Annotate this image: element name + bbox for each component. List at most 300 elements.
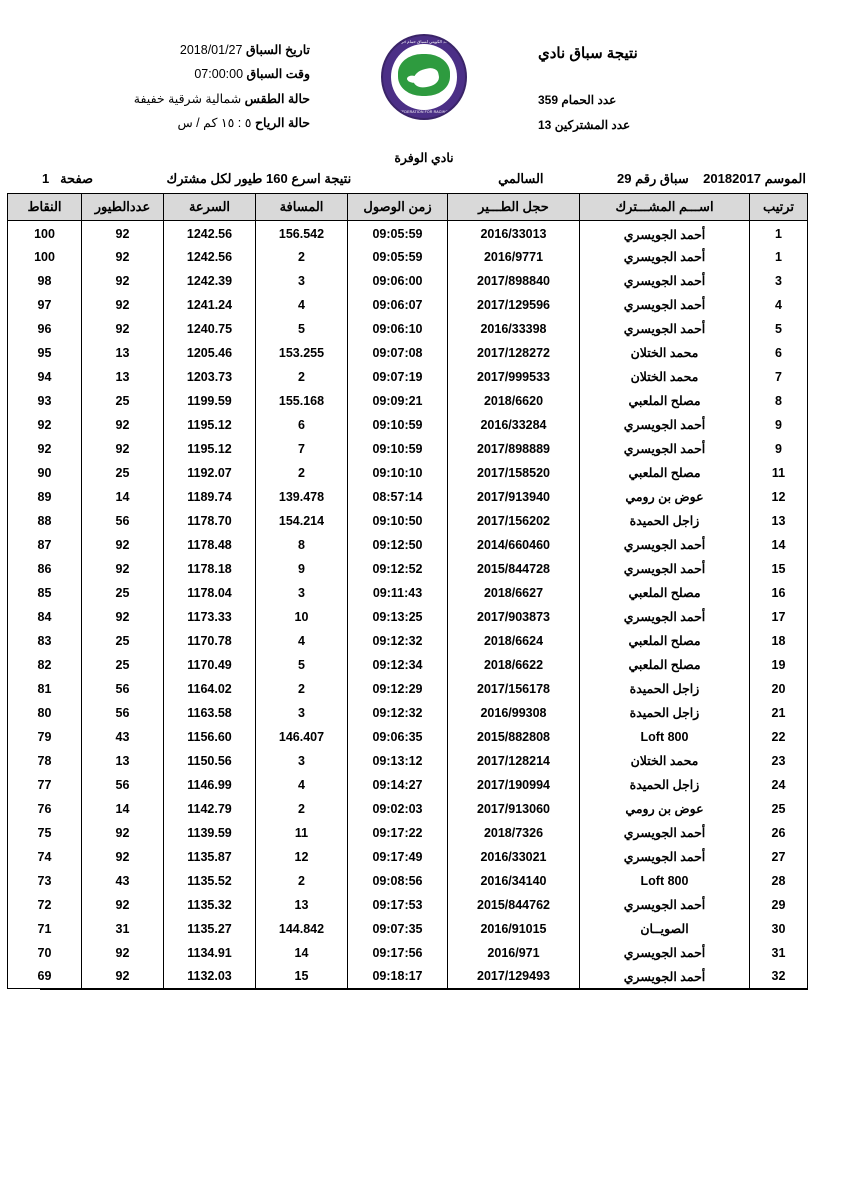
- cell-distance: 2: [256, 869, 348, 893]
- cell-points: 100: [8, 245, 82, 269]
- cell-speed: 1170.78: [164, 629, 256, 653]
- cell-arrival-time: 09:17:56: [348, 941, 448, 965]
- cell-ring: 2017/128214: [448, 749, 580, 773]
- cell-speed: 1164.02: [164, 677, 256, 701]
- table-header-row: [8, 194, 808, 221]
- cell-name: أحمد الجويسري: [580, 893, 750, 917]
- cell-points: 92: [8, 413, 82, 437]
- cell-ring: 2017/913940: [448, 485, 580, 509]
- cell-name: أحمد الجويسري: [580, 845, 750, 869]
- cell-speed: 1132.03: [164, 965, 256, 989]
- cell-birds: 13: [82, 749, 164, 773]
- race-meta-strip: [40, 171, 808, 193]
- cell-distance: 7: [256, 437, 348, 461]
- cell-distance: 144.842: [256, 917, 348, 941]
- cell-arrival-time: 09:07:08: [348, 341, 448, 365]
- cell-name: مصلح الملعبي: [580, 461, 750, 485]
- cell-ring: 2018/6627: [448, 581, 580, 605]
- cell-arrival-time: 09:02:03: [348, 797, 448, 821]
- cell-birds: 43: [82, 725, 164, 749]
- cell-name: أحمد الجويسري: [580, 533, 750, 557]
- cell-speed: 1173.33: [164, 605, 256, 629]
- cell-arrival-time: 09:12:32: [348, 629, 448, 653]
- club-name: نادي الوفرة: [394, 151, 454, 165]
- cell-birds: 14: [82, 797, 164, 821]
- cell-name: زاجل الحميدة: [580, 677, 750, 701]
- page-value: 1: [42, 171, 50, 186]
- table-row: [8, 965, 808, 989]
- result-suffix: طيور لكل مشترك: [166, 171, 263, 186]
- cell-arrival-time: 09:05:59: [348, 221, 448, 245]
- cell-birds: 92: [82, 605, 164, 629]
- cell-birds: 25: [82, 461, 164, 485]
- cell-name: Loft 800: [580, 725, 750, 749]
- cell-rank: 15: [750, 557, 808, 581]
- cell-speed: 1242.39: [164, 269, 256, 293]
- cell-arrival-time: 09:17:22: [348, 821, 448, 845]
- cell-rank: 17: [750, 605, 808, 629]
- cell-name: محمد الختلان: [580, 341, 750, 365]
- page-label: صفحة: [60, 171, 94, 186]
- cell-name: مصلح الملعبي: [580, 629, 750, 653]
- race-time-value: 07:00:00: [194, 67, 244, 82]
- table-row: [8, 941, 808, 965]
- result-basis: [93, 171, 425, 187]
- cell-points: 70: [8, 941, 82, 965]
- cell-birds: 14: [82, 485, 164, 509]
- cell-rank: 6: [750, 341, 808, 365]
- cell-rank: 5: [750, 317, 808, 341]
- table-row: [8, 509, 808, 533]
- cell-name: زاجل الحميدة: [580, 701, 750, 725]
- cell-name: الصويــان: [580, 917, 750, 941]
- race-number-value: 29: [617, 171, 632, 186]
- cell-arrival-time: 09:18:17: [348, 965, 448, 989]
- cell-ring: 2018/7326: [448, 821, 580, 845]
- table-row: [8, 245, 808, 269]
- column-header-ring: حجل الطـــير: [448, 194, 580, 221]
- cell-distance: 4: [256, 773, 348, 797]
- table-row: [8, 629, 808, 653]
- cell-rank: 8: [750, 389, 808, 413]
- cell-ring: 2017/156178: [448, 677, 580, 701]
- cell-ring: 2015/844762: [448, 893, 580, 917]
- wind-value: ٥ : ١٥ كم / س: [177, 116, 252, 131]
- cell-speed: 1189.74: [164, 485, 256, 509]
- cell-ring: 2015/844728: [448, 557, 580, 581]
- cell-ring: 2016/99308: [448, 701, 580, 725]
- cell-arrival-time: 09:13:12: [348, 749, 448, 773]
- cell-points: 72: [8, 893, 82, 917]
- cell-arrival-time: 09:08:56: [348, 869, 448, 893]
- cell-ring: 2018/6620: [448, 389, 580, 413]
- table-row: [8, 917, 808, 941]
- cell-ring: 2016/34140: [448, 869, 580, 893]
- race-location: السالمي: [498, 171, 544, 186]
- cell-ring: 2016/33013: [448, 221, 580, 245]
- cell-distance: 8: [256, 533, 348, 557]
- cell-name: أحمد الجويسري: [580, 605, 750, 629]
- cell-points: 97: [8, 293, 82, 317]
- cell-birds: 43: [82, 869, 164, 893]
- cell-points: 83: [8, 629, 82, 653]
- table-row: [8, 773, 808, 797]
- cell-speed: 1178.48: [164, 533, 256, 557]
- cell-points: 81: [8, 677, 82, 701]
- cell-name: مصلح الملعبي: [580, 653, 750, 677]
- cell-arrival-time: 09:12:32: [348, 701, 448, 725]
- cell-ring: 2016/33021: [448, 845, 580, 869]
- cell-ring: 2017/190994: [448, 773, 580, 797]
- cell-distance: 6: [256, 413, 348, 437]
- cell-rank: 23: [750, 749, 808, 773]
- table-row: [8, 461, 808, 485]
- cell-points: 93: [8, 389, 82, 413]
- table-row: [8, 845, 808, 869]
- header-logo-block: [349, 28, 499, 120]
- cell-name: Loft 800: [580, 869, 750, 893]
- cell-distance: 4: [256, 293, 348, 317]
- cell-arrival-time: 09:06:35: [348, 725, 448, 749]
- cell-rank: 27: [750, 845, 808, 869]
- cell-arrival-time: 09:06:07: [348, 293, 448, 317]
- cell-rank: 3: [750, 269, 808, 293]
- cell-rank: 14: [750, 533, 808, 557]
- cell-arrival-time: 09:05:59: [348, 245, 448, 269]
- cell-speed: 1203.73: [164, 365, 256, 389]
- cell-rank: 21: [750, 701, 808, 725]
- cell-rank: 28: [750, 869, 808, 893]
- wind-label: حالة الرياح: [254, 116, 310, 131]
- cell-name: عوض بن رومي: [580, 485, 750, 509]
- cell-rank: 22: [750, 725, 808, 749]
- result-label: نتيجة اسرع: [291, 171, 352, 186]
- cell-birds: 13: [82, 365, 164, 389]
- cell-points: 74: [8, 845, 82, 869]
- cell-birds: 13: [82, 341, 164, 365]
- cell-points: 85: [8, 581, 82, 605]
- table-row: [8, 341, 808, 365]
- table-row: [8, 869, 808, 893]
- cell-distance: 2: [256, 461, 348, 485]
- cell-distance: 5: [256, 317, 348, 341]
- cell-rank: 26: [750, 821, 808, 845]
- cell-distance: 11: [256, 821, 348, 845]
- cell-ring: 2016/971: [448, 941, 580, 965]
- column-header-name: اســـم المشـــترك: [580, 194, 750, 221]
- cell-ring: 2017/158520: [448, 461, 580, 485]
- cell-arrival-time: 09:10:50: [348, 509, 448, 533]
- cell-arrival-time: 08:57:14: [348, 485, 448, 509]
- cell-name: أحمد الجويسري: [580, 317, 750, 341]
- cell-name: أحمد الجويسري: [580, 413, 750, 437]
- cell-speed: 1170.49: [164, 653, 256, 677]
- cell-points: 69: [8, 965, 82, 989]
- table-row: [8, 893, 808, 917]
- cell-birds: 92: [82, 317, 164, 341]
- cell-rank: 4: [750, 293, 808, 317]
- cell-rank: 18: [750, 629, 808, 653]
- cell-ring: 2016/33284: [448, 413, 580, 437]
- cell-points: 90: [8, 461, 82, 485]
- table-row: [8, 293, 808, 317]
- page-title: نتيجة سباق نادي: [538, 45, 638, 62]
- cell-points: 79: [8, 725, 82, 749]
- results-table-head: [8, 194, 808, 221]
- season-and-race: [617, 171, 806, 187]
- cell-arrival-time: 09:12:34: [348, 653, 448, 677]
- cell-speed: 1178.18: [164, 557, 256, 581]
- column-header-speed: السرعة: [164, 194, 256, 221]
- cell-birds: 92: [82, 557, 164, 581]
- cell-birds: 92: [82, 893, 164, 917]
- cell-name: زاجل الحميدة: [580, 509, 750, 533]
- column-header-distance: المسافة: [256, 194, 348, 221]
- cell-points: 86: [8, 557, 82, 581]
- cell-birds: 25: [82, 581, 164, 605]
- cell-birds: 31: [82, 917, 164, 941]
- cell-distance: 4: [256, 629, 348, 653]
- cell-speed: 1156.60: [164, 725, 256, 749]
- cell-points: 95: [8, 341, 82, 365]
- cell-distance: 2: [256, 365, 348, 389]
- cell-ring: 2016/91015: [448, 917, 580, 941]
- cell-ring: 2016/9771: [448, 245, 580, 269]
- cell-distance: 3: [256, 701, 348, 725]
- cell-birds: 92: [82, 245, 164, 269]
- cell-birds: 25: [82, 389, 164, 413]
- cell-points: 73: [8, 869, 82, 893]
- cell-speed: 1178.04: [164, 581, 256, 605]
- cell-birds: 25: [82, 629, 164, 653]
- cell-ring: 2015/882808: [448, 725, 580, 749]
- cell-ring: 2017/156202: [448, 509, 580, 533]
- cell-ring: 2017/128272: [448, 341, 580, 365]
- cell-speed: 1199.59: [164, 389, 256, 413]
- cell-ring: 2017/129493: [448, 965, 580, 989]
- table-row: [8, 605, 808, 629]
- cell-arrival-time: 09:07:35: [348, 917, 448, 941]
- cell-ring: 2017/898889: [448, 437, 580, 461]
- cell-speed: 1240.75: [164, 317, 256, 341]
- cell-arrival-time: 09:07:19: [348, 365, 448, 389]
- cell-distance: 5: [256, 653, 348, 677]
- cell-distance: 3: [256, 581, 348, 605]
- cell-ring: 2016/33398: [448, 317, 580, 341]
- cell-arrival-time: 09:17:49: [348, 845, 448, 869]
- cell-rank: 24: [750, 773, 808, 797]
- table-row: [8, 389, 808, 413]
- cell-birds: 56: [82, 701, 164, 725]
- cell-points: 88: [8, 509, 82, 533]
- cell-speed: 1192.07: [164, 461, 256, 485]
- cell-rank: 16: [750, 581, 808, 605]
- federation-logo-icon: [381, 34, 467, 120]
- cell-arrival-time: 09:11:43: [348, 581, 448, 605]
- participants-count-line: [538, 113, 808, 138]
- cell-distance: 3: [256, 269, 348, 293]
- cell-arrival-time: 09:14:27: [348, 773, 448, 797]
- season-label: الموسم: [764, 171, 806, 186]
- column-header-points: النقاط: [8, 194, 82, 221]
- cell-distance: 155.168: [256, 389, 348, 413]
- cell-name: أحمد الجويسري: [580, 821, 750, 845]
- table-row: [8, 533, 808, 557]
- cell-arrival-time: 09:06:00: [348, 269, 448, 293]
- cell-distance: 14: [256, 941, 348, 965]
- logo-bottom-text: KUWAIT FEDERATION FOR RACING PIGEON: [384, 110, 464, 114]
- cell-speed: 1146.99: [164, 773, 256, 797]
- header-right-block: [40, 28, 310, 136]
- cell-name: مصلح الملعبي: [580, 389, 750, 413]
- cell-points: 78: [8, 749, 82, 773]
- cell-speed: 1241.24: [164, 293, 256, 317]
- cell-ring: 2017/999533: [448, 365, 580, 389]
- cell-distance: 156.542: [256, 221, 348, 245]
- cell-arrival-time: 09:06:10: [348, 317, 448, 341]
- cell-ring: 2017/898840: [448, 269, 580, 293]
- race-date-line: [40, 38, 310, 62]
- cell-speed: 1135.27: [164, 917, 256, 941]
- pigeons-count-label: عدد الحمام: [561, 92, 617, 107]
- cell-name: محمد الختلان: [580, 365, 750, 389]
- season-value: 20182017: [703, 171, 762, 186]
- cell-ring: 2017/129596: [448, 293, 580, 317]
- cell-distance: 146.407: [256, 725, 348, 749]
- cell-name: أحمد الجويسري: [580, 557, 750, 581]
- race-date-value: 2018/01/27: [179, 43, 243, 57]
- cell-arrival-time: 09:12:50: [348, 533, 448, 557]
- table-row: [8, 581, 808, 605]
- table-row: [8, 557, 808, 581]
- cell-distance: 2: [256, 677, 348, 701]
- cell-speed: 1195.12: [164, 413, 256, 437]
- cell-birds: 92: [82, 845, 164, 869]
- cell-speed: 1135.52: [164, 869, 256, 893]
- header-left-block: [538, 28, 808, 138]
- cell-distance: 3: [256, 749, 348, 773]
- table-row: [8, 653, 808, 677]
- participants-count-value: 13: [538, 117, 552, 132]
- cell-rank: 1: [750, 221, 808, 245]
- cell-speed: 1135.32: [164, 893, 256, 917]
- cell-birds: 92: [82, 437, 164, 461]
- document-header: [40, 28, 808, 148]
- cell-points: 76: [8, 797, 82, 821]
- participants-count-label: عدد المشتركين: [554, 117, 631, 132]
- cell-speed: 1242.56: [164, 221, 256, 245]
- race-time-label: وقت السباق: [246, 67, 310, 82]
- cell-birds: 92: [82, 533, 164, 557]
- table-row: [8, 797, 808, 821]
- cell-distance: 13: [256, 893, 348, 917]
- cell-rank: 20: [750, 677, 808, 701]
- cell-birds: 92: [82, 293, 164, 317]
- column-header-time: زمن الوصول: [348, 194, 448, 221]
- race-time-line: [40, 62, 310, 86]
- table-row: [8, 677, 808, 701]
- weather-label: حالة الطقس: [244, 91, 310, 106]
- weather-line: [40, 87, 310, 111]
- cell-rank: 32: [750, 965, 808, 989]
- race-date-label: تاريخ السباق: [245, 43, 310, 57]
- cell-distance: 154.214: [256, 509, 348, 533]
- cell-speed: 1195.12: [164, 437, 256, 461]
- cell-points: 75: [8, 821, 82, 845]
- cell-arrival-time: 09:17:53: [348, 893, 448, 917]
- table-row: [8, 485, 808, 509]
- cell-birds: 92: [82, 965, 164, 989]
- results-table: [7, 193, 808, 989]
- pigeons-count-value: 359: [538, 92, 559, 107]
- cell-distance: 10: [256, 605, 348, 629]
- cell-name: أحمد الجويسري: [580, 221, 750, 245]
- cell-birds: 92: [82, 413, 164, 437]
- cell-speed: 1205.46: [164, 341, 256, 365]
- cell-distance: 139.478: [256, 485, 348, 509]
- cell-birds: 56: [82, 773, 164, 797]
- cell-name: أحمد الجويسري: [580, 269, 750, 293]
- cell-speed: 1150.56: [164, 749, 256, 773]
- cell-rank: 29: [750, 893, 808, 917]
- cell-arrival-time: 09:12:52: [348, 557, 448, 581]
- results-table-body: [8, 221, 808, 989]
- cell-name: زاجل الحميدة: [580, 773, 750, 797]
- cell-rank: 11: [750, 461, 808, 485]
- cell-rank: 9: [750, 413, 808, 437]
- cell-birds: 92: [82, 941, 164, 965]
- pigeons-count-line: [538, 88, 808, 113]
- cell-birds: 25: [82, 653, 164, 677]
- cell-arrival-time: 09:09:21: [348, 389, 448, 413]
- cell-name: أحمد الجويسري: [580, 941, 750, 965]
- cell-name: أحمد الجويسري: [580, 437, 750, 461]
- cell-rank: 9: [750, 437, 808, 461]
- cell-distance: 2: [256, 245, 348, 269]
- cell-rank: 31: [750, 941, 808, 965]
- results-table-wrapper: [27, 193, 808, 990]
- cell-birds: 56: [82, 509, 164, 533]
- cell-points: 94: [8, 365, 82, 389]
- cell-points: 71: [8, 917, 82, 941]
- cell-name: محمد الختلان: [580, 749, 750, 773]
- cell-points: 77: [8, 773, 82, 797]
- column-header-rank: ترتيب: [750, 194, 808, 221]
- cell-rank: 25: [750, 797, 808, 821]
- cell-rank: 13: [750, 509, 808, 533]
- cell-arrival-time: 09:13:25: [348, 605, 448, 629]
- table-row: [8, 749, 808, 773]
- race-number-label: سباق رقم: [635, 171, 689, 186]
- cell-arrival-time: 09:10:59: [348, 413, 448, 437]
- cell-distance: 2: [256, 797, 348, 821]
- table-row: [8, 437, 808, 461]
- cell-arrival-time: 09:12:29: [348, 677, 448, 701]
- cell-rank: 7: [750, 365, 808, 389]
- cell-points: 98: [8, 269, 82, 293]
- result-value: 160: [265, 171, 288, 186]
- table-row: [8, 269, 808, 293]
- cell-name: أحمد الجويسري: [580, 965, 750, 989]
- cell-speed: 1178.70: [164, 509, 256, 533]
- cell-speed: 1135.87: [164, 845, 256, 869]
- cell-name: أحمد الجويسري: [580, 293, 750, 317]
- cell-birds: 56: [82, 677, 164, 701]
- cell-speed: 1134.91: [164, 941, 256, 965]
- cell-distance: 153.255: [256, 341, 348, 365]
- table-row: [8, 317, 808, 341]
- cell-birds: 92: [82, 821, 164, 845]
